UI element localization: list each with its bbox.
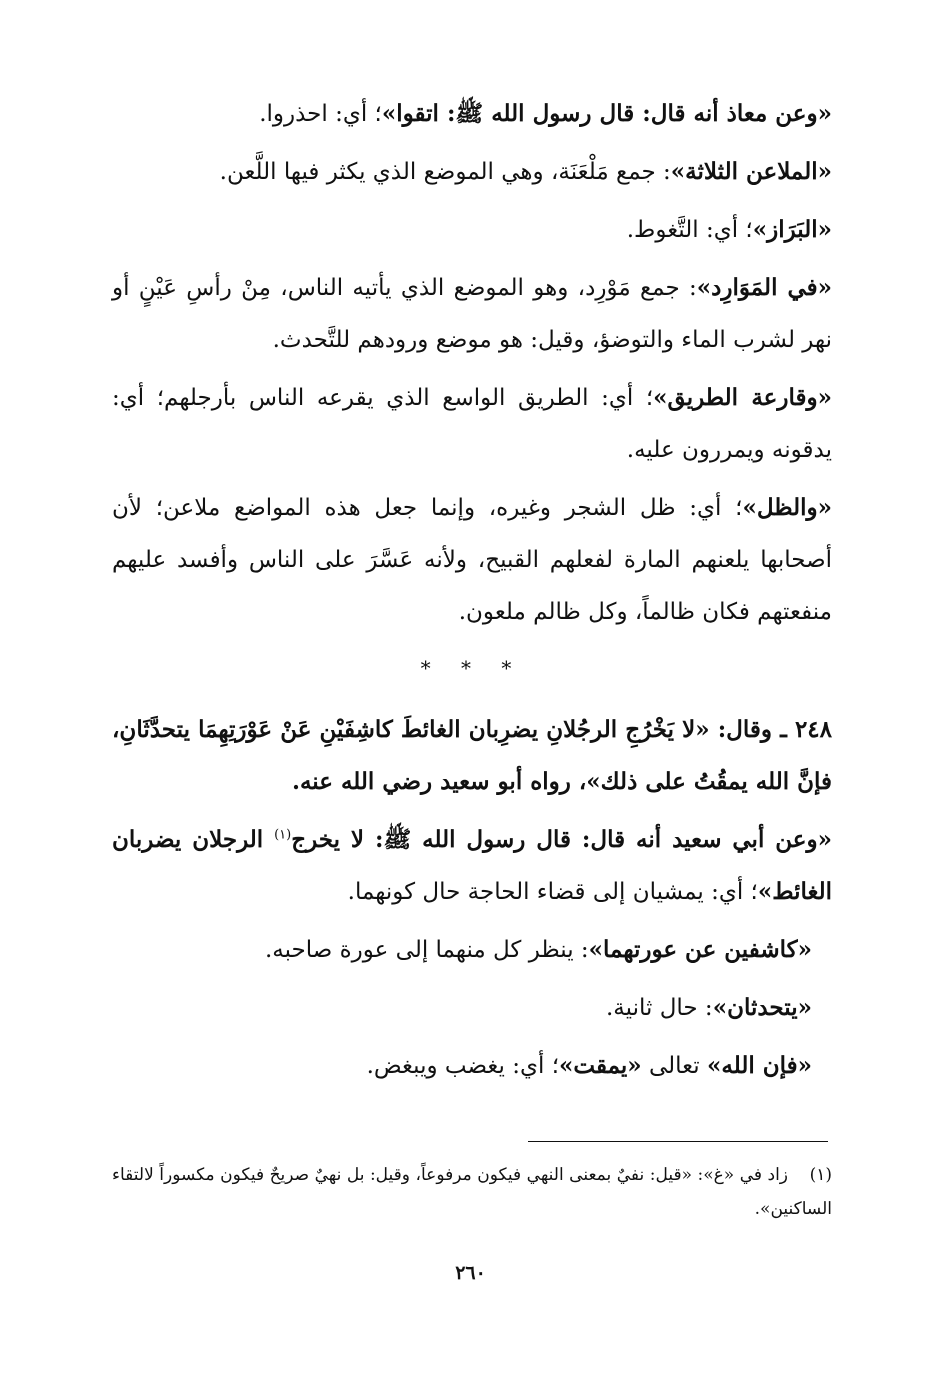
explanation: ؛ أي: يغضب ويبغض. [366,1053,560,1079]
connector: تعالى [641,1053,707,1079]
quote-bold: «والظل» [742,494,832,521]
hadith-text: ٢٤٨ ـ وقال: «لا يَخْرُجِ الرجُلانِ يضرِبان الغائطَ كاشِفَيْنِ عَنْ عَوْرَتِهِمَا يتحدَّثَانِ، فإنَّ الله يمقُتُ على ذلك»، رواه أبو سعيد رضي الله عنه. [112,716,832,795]
quote-bold: «يتحدثان» [712,994,812,1021]
paragraph-muadh [112,88,832,140]
quote-bold: «كاشفين عن عورتهما» [588,936,812,963]
quote-bold-continued: الرجلان يضربان الغائط» [112,826,832,905]
explanation: : جمع مَوْرِد، وهو الموضع الذي يأتيه الناس، مِنْ رأسِ عَيْنٍ أو نهر لشرب الماء والتوضؤ، وقيل: هو موضع ورودهم للتَّحدث. [112,275,832,353]
section-separator: * * * [420,656,524,680]
explanation: : حال ثانية. [605,995,713,1021]
paragraph-baraz [112,204,832,256]
paragraph-yatahaddathan [112,982,832,1034]
explanation: ؛ أي: يمشيان إلى قضاء الحاجة حال كونهما. [347,879,758,905]
page-number: ٢٦٠ [455,1262,486,1284]
explanation: ؛ أي: احذروا. [259,101,382,127]
quote-bold: «وعن أبي سعيد أنه قال: قال رسول الله ﷺ: لا يخرج [291,826,832,853]
paragraph-abu-said [112,814,832,918]
footnote-number: (١) [809,1165,832,1185]
quote-bold-second: «يمقت» [559,1052,642,1079]
paragraph-malaen [112,146,832,198]
footnote-text: زاد في «غ»: «قيل: نفيٌ بمعنى النهي فيكون مرفوعاً، وقيل: بل نهيٌ صريحٌ فيكون مكسوراً لالتقاء الساكنين». [112,1165,832,1219]
explanation: ؛ أي: الطريق الواسع الذي يقرعه الناس بأرجلهم؛ أي: يدقونه ويمررون عليه. [112,385,832,463]
quote-bold: «وقارعة الطريق» [653,384,832,411]
explanation: ؛ أي: التَّغوط. [626,217,753,243]
quote-bold: «في المَوَارِد» [696,274,832,301]
explanation: : جمع مَلْعَنَة، وهي الموضع الذي يكثر فيها اللَّعن. [219,159,671,185]
explanation: ؛ أي: ظل الشجر وغيره، وإنما جعل هذه المواضع ملاعن؛ لأن أصحابها يلعنهم المارة لفعلهم القبيح، ولأنه عَسَّرَ على الناس وأفسد عليهم منفعتهم فكان ظالماً، وكل ظالم ملعون. [112,495,832,625]
explanation: : ينظر كل منهما إلى عورة صاحبه. [264,937,589,963]
quote-bold: «البَرَاز» [752,216,832,243]
footnote-reference[interactable]: (١) [274,827,292,843]
footnote-divider [528,1141,828,1142]
paragraph-yamqut [112,1040,832,1092]
quote-bold: «فإن الله» [707,1052,812,1079]
paragraph-qariat-al-tariq [112,372,832,476]
hadith-248 [112,704,832,808]
paragraph-kashifin [112,924,832,976]
paragraph-mawarid [112,262,832,366]
quote-bold: «وعن معاذ أنه قال: قال رسول الله ﷺ: اتقوا» [381,100,832,127]
footnote [112,1158,832,1226]
main-text [112,88,832,1098]
quote-bold: «الملاعن الثلاثة» [670,158,832,185]
paragraph-zill [112,482,832,638]
